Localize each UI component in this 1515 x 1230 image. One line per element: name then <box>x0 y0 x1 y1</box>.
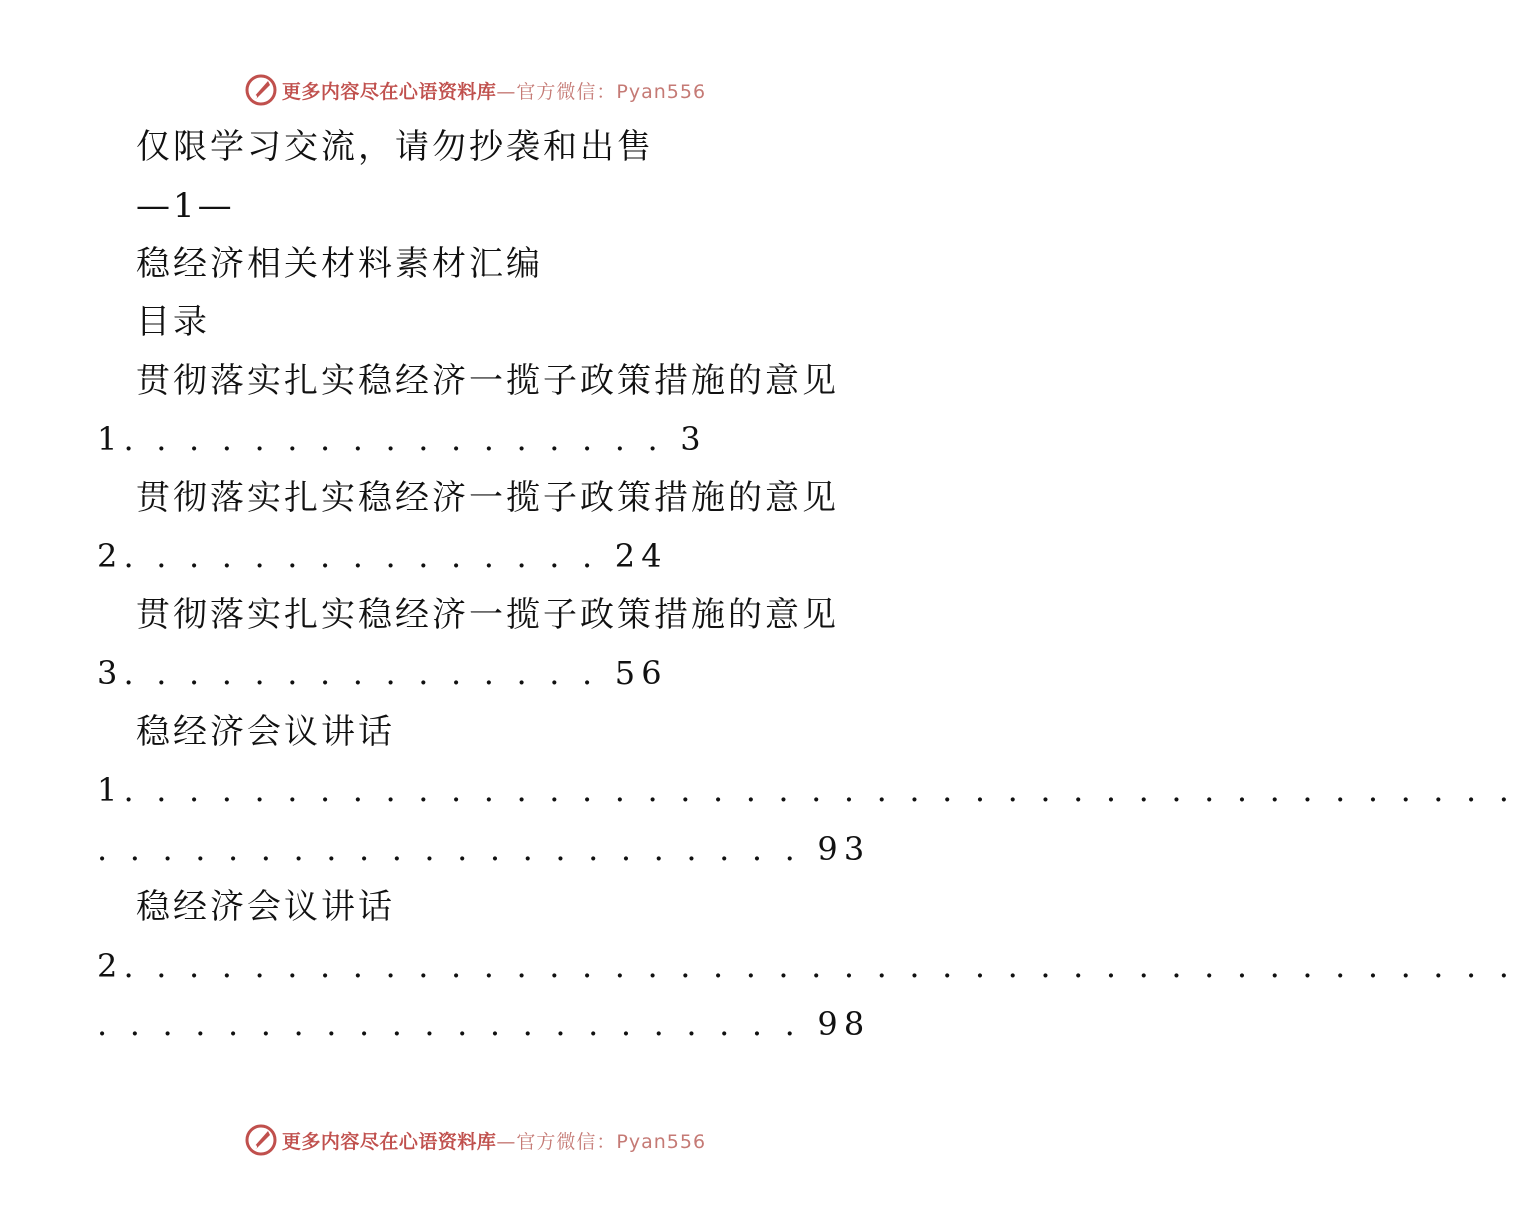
disclaimer-text: 仅限学习交流，请勿抄袭和出售 <box>136 127 654 167</box>
toc-item-entry: 1. . . . . . . . . . . . . . . . . 3 <box>97 420 707 458</box>
toc-item-entry: 2. . . . . . . . . . . . . . . . . . . . . . . . . . . . . . . . . . . . . . . . . . . <box>97 947 1515 985</box>
watermark-main-text: 更多内容尽在心语资料库 <box>281 80 497 103</box>
quill-logo-icon <box>244 1123 278 1157</box>
document-title: 稳经济相关材料素材汇编 <box>136 244 543 284</box>
toc-item-entry: 3. . . . . . . . . . . . . . . 56 <box>97 654 668 692</box>
watermark-header <box>0 70 950 110</box>
toc-item-title: 稳经济会议讲话 <box>136 887 395 927</box>
toc-heading: 目录 <box>136 302 210 342</box>
page-number: —1— <box>136 186 235 226</box>
toc-item-title: 贯彻落实扎实稳经济一揽子政策措施的意见 <box>136 361 839 401</box>
watermark-sub-text: —官方微信：Pyan556 <box>496 80 707 103</box>
toc-item-entry: 2. . . . . . . . . . . . . . . 24 <box>97 537 668 575</box>
toc-item-entry-continued: . . . . . . . . . . . . . . . . . . . . . . 93 <box>97 830 871 868</box>
watermark-main-text: 更多内容尽在心语资料库 <box>281 1130 497 1153</box>
quill-logo-icon <box>244 73 278 107</box>
watermark-sub-text: —官方微信：Pyan556 <box>496 1130 707 1153</box>
toc-item-title: 贯彻落实扎实稳经济一揽子政策措施的意见 <box>136 595 839 635</box>
toc-item-title: 贯彻落实扎实稳经济一揽子政策措施的意见 <box>136 478 839 518</box>
watermark-footer <box>0 1120 950 1160</box>
toc-item-entry-continued: . . . . . . . . . . . . . . . . . . . . . . 98 <box>97 1005 871 1043</box>
toc-item-title: 稳经济会议讲话 <box>136 712 395 752</box>
toc-item-entry: 1. . . . . . . . . . . . . . . . . . . . . . . . . . . . . . . . . . . . . . . . . . . <box>97 771 1515 809</box>
